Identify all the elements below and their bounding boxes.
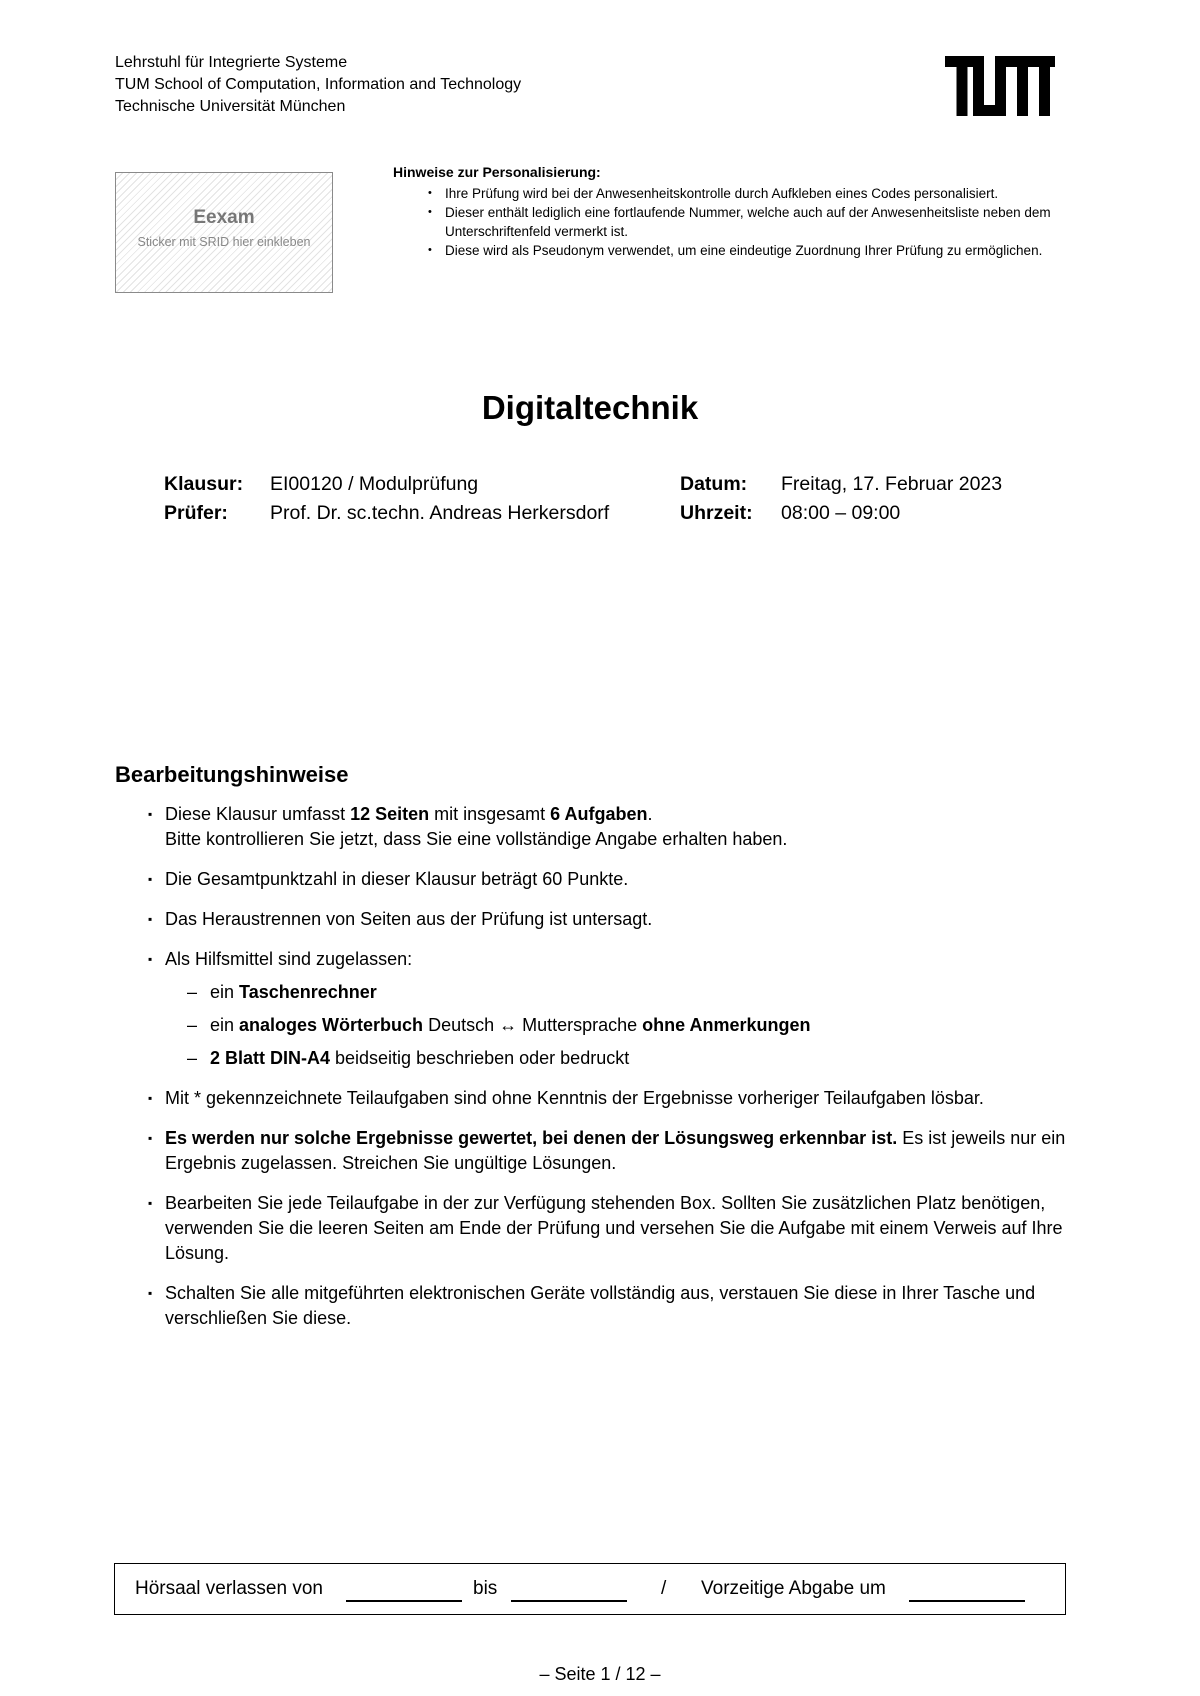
pruefer-label: Prüfer: — [164, 502, 228, 524]
institution-line-3: Technische Universität München — [115, 98, 346, 115]
separator: / — [661, 1578, 667, 1599]
instruction-item-pages-removal: ▪ Das Heraustrennen von Seiten aus der Prüfung ist untersagt. — [140, 907, 1075, 932]
institution-line-1: Lehrstuhl für Integrierte Systeme — [115, 54, 348, 71]
institution-line-2: TUM School of Computation, Information and Technology — [115, 76, 522, 93]
aids-list — [165, 980, 1075, 1071]
text: ein — [210, 1015, 240, 1035]
pages-count: 12 Seiten — [350, 804, 430, 824]
page-indicator: – Seite 1 / 12 – — [539, 1664, 661, 1684]
datum-value: Freitag, 17. Februar 2023 — [781, 473, 1003, 495]
text: Diese Klausur umfasst — [165, 804, 351, 824]
meta-values-right — [781, 470, 1002, 528]
meta-values-left — [270, 470, 609, 528]
text: Taschenrechner — [239, 982, 377, 1002]
text: Als Hilfsmittel sind zugelassen: — [165, 949, 413, 969]
personalization-hints — [393, 163, 1063, 260]
aid-item-sheets — [165, 1046, 1075, 1071]
text: mit insgesamt — [429, 804, 551, 824]
instruction-item-star: ▪ Mit * gekennzeichnete Teilaufgaben sind ohne Kenntnis der Ergebnisse vorheriger Teilaufgaben lösbar. — [140, 1086, 1075, 1111]
aid-item-dictionary — [165, 1013, 1075, 1038]
instruction-item-boxes: ▪ Bearbeiten Sie jede Teilaufgabe in der zur Verfügung stehenden Box. Sollten Sie zusätzlichen Platz benötigen, verwenden Sie die leeren Seiten am Ende der Prüfung und versehen Sie die Aufgabe mit einem Verweis auf Ihre Lösung. — [140, 1191, 1075, 1266]
leave-room-box — [114, 1563, 1066, 1615]
datum-label: Datum: — [680, 473, 748, 495]
tasks-count: 6 Aufgaben — [550, 804, 648, 824]
srid-sticker-area — [115, 172, 333, 293]
text: Es werden nur solche Ergebnisse gewertet, bei denen der Lösungsweg erkennbar ist. — [165, 1128, 898, 1148]
personalization-item: • Diese wird als Pseudonym verwendet, um eine eindeutige Zuordnung Ihrer Prüfung zu ermöglichen. — [393, 241, 1063, 260]
klausur-label: Klausur: — [164, 473, 244, 495]
instructions-title: Bearbeitungshinweise — [115, 762, 349, 787]
klausur-value: EI00120 / Modulprüfung — [270, 473, 479, 495]
text: ohne Anmerkungen — [642, 1015, 811, 1035]
text: Bitte kontrollieren Sie jetzt, dass Sie eine vollständige Angabe erhalten haben. — [165, 829, 788, 849]
instruction-item-solution-path — [140, 1126, 1075, 1176]
text: Es ist jeweils nur ein Ergebnis zugelassen. Streichen Sie ungültige Lösungen. — [165, 1128, 1066, 1173]
sticker-title: Eexam — [193, 207, 255, 228]
sticker-subtitle: Sticker mit SRID hier einkleben — [137, 235, 311, 249]
uhrzeit-label: Uhrzeit: — [680, 502, 753, 524]
meta-labels-left — [164, 470, 243, 528]
instruction-item-points: ▪ Die Gesamtpunktzahl in dieser Klausur beträgt 60 Punkte. — [140, 867, 1075, 892]
personalization-title: Hinweise zur Personalisierung: — [393, 164, 601, 180]
meta-labels-right — [680, 470, 753, 528]
leave-until-field[interactable] — [511, 1600, 627, 1602]
uhrzeit-value: 08:00 – 09:00 — [781, 502, 901, 524]
early-submission-field[interactable] — [909, 1600, 1025, 1602]
pruefer-value: Prof. Dr. sc.techn. Andreas Herkersdorf — [270, 502, 610, 524]
text: beidseitig beschrieben oder bedruckt — [330, 1048, 630, 1068]
tum-logo — [945, 56, 1055, 116]
personalization-item: • Ihre Prüfung wird bei der Anwesenheitskontrolle durch Aufkleben eines Codes personalisiert. — [393, 184, 1063, 203]
bis-label: bis — [473, 1578, 498, 1599]
instruction-item-pages — [140, 802, 1075, 852]
text: analoges Wörterbuch — [239, 1015, 424, 1035]
instruction-item-aids — [140, 947, 1075, 1071]
leave-from-label: Hörsaal verlassen von — [135, 1578, 323, 1599]
instruction-item-devices: ▪ Schalten Sie alle mitgeführten elektronischen Geräte vollständig aus, verstauen Sie diese in Ihrer Tasche und verschließen Sie diese. — [140, 1281, 1075, 1331]
personalization-list — [393, 184, 1063, 260]
instructions-block — [140, 802, 1075, 1346]
text: . — [647, 804, 653, 824]
instructions-list — [140, 802, 1075, 1331]
text: 2 Blatt DIN-A4 — [210, 1048, 331, 1068]
aid-item-calculator — [165, 980, 1075, 1005]
early-submission-label: Vorzeitige Abgabe um — [701, 1578, 886, 1599]
text: Deutsch ↔ Muttersprache — [423, 1015, 643, 1035]
personalization-item: • Dieser enthält lediglich eine fortlaufende Nummer, welche auch auf der Anwesenheitsliste neben dem Unterschriftenfeld vermerkt ist. — [393, 203, 1063, 241]
leave-from-field[interactable] — [346, 1600, 462, 1602]
text: ein — [210, 982, 240, 1002]
exam-title: Digitaltechnik — [481, 389, 699, 426]
institution-block — [115, 52, 521, 118]
